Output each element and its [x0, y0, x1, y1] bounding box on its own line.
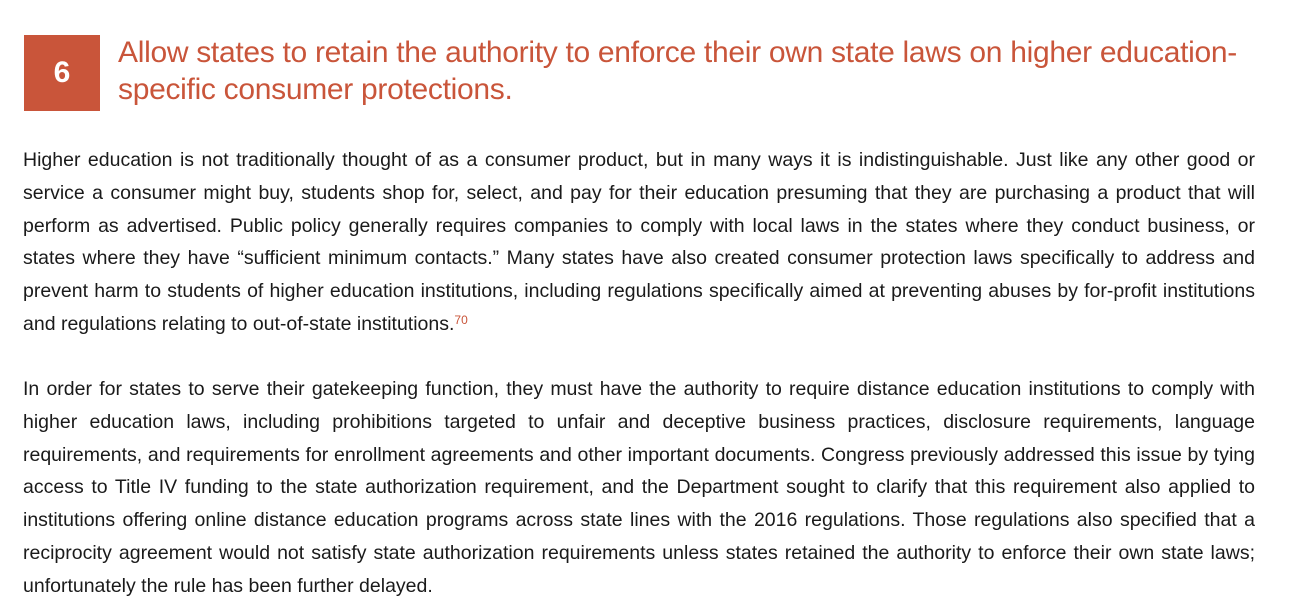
recommendation-title: Allow states to retain the authority to enforce their own state laws on higher education-specific consumer protections. — [118, 36, 1237, 106]
footnote-link-70[interactable]: 70 — [454, 312, 468, 327]
paragraph-2-text: In order for states to serve their gatekeeping function, they must have the authority to require distance education institutions to comply with higher education laws, including prohibitions targeted to unfair and deceptive business practices, disclosure requirements, language requirements, and requirements for enrollment agreements and other important documents. Congress previously addressed this issue by tying access to Title IV funding to the state authorization requirement, and the Department sought to clarify that this requirement also applied to institutions offering online distance education programs across state lines with the 2016 regulations. Those regulations also specified that a reciprocity agreement would not satisfy state authorization requirements unless states retained the authority to enforce their own state laws; unfortunately the rule has been further delayed. — [23, 378, 1255, 597]
body-paragraph-2 — [23, 373, 1255, 603]
recommendation-number-badge: 6 — [24, 35, 100, 111]
recommendation-header — [24, 34, 1274, 114]
body-paragraph-1 — [23, 144, 1255, 341]
paragraph-1-text: Higher education is not traditionally thought of as a consumer product, but in many ways it is indistinguishable. Just like any other good or service a consumer might buy, students shop for, select, and pay for their education presuming that they are purchasing a product that will perform as advertised. Public policy generally requires companies to comply with local laws in the states where they conduct business, or states where they have “sufficient minimum contacts.” Many states have also created consumer protection laws specifically to address and prevent harm to students of higher education institutions, including regulations specifically aimed at preventing abuses by for-profit institutions and regulations relating to out-of-state institutions. — [23, 149, 1255, 335]
